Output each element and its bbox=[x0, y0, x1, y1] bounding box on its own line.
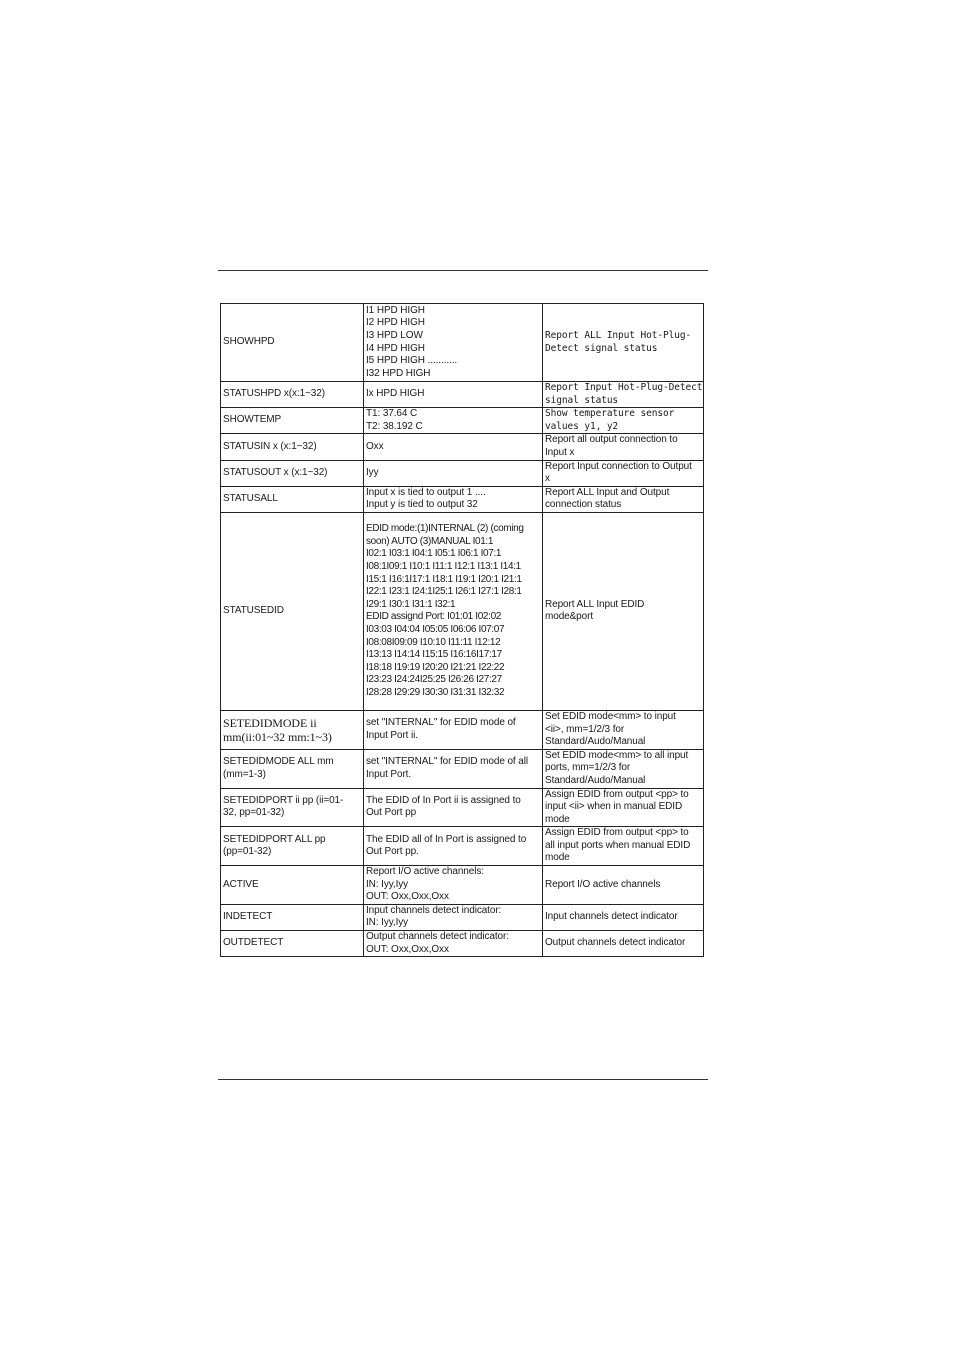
response-cell: Input x is tied to output 1 .... Input y is tied to output 32 bbox=[364, 486, 543, 512]
table-row bbox=[221, 408, 704, 434]
description-cell: Report ALL Input Hot-Plug- Detect signal status bbox=[543, 304, 704, 382]
table-row bbox=[221, 866, 704, 905]
table-row bbox=[221, 904, 704, 930]
response-cell: Oxx bbox=[364, 434, 543, 460]
table-row bbox=[221, 434, 704, 460]
command-cell: OUTDETECT bbox=[221, 931, 364, 957]
table-row bbox=[221, 931, 704, 957]
header-rule bbox=[218, 270, 708, 271]
response-cell: Report I/O active channels: IN: Iyy,Iyy OUT: Oxx,Oxx,Oxx bbox=[364, 866, 543, 905]
command-cell: SHOWTEMP bbox=[221, 408, 364, 434]
description-cell: Report all output connection to Input x bbox=[543, 434, 704, 460]
command-cell: STATUSHPD x(x:1~32) bbox=[221, 382, 364, 408]
response-cell: Output channels detect indicator: OUT: Oxx,Oxx,Oxx bbox=[364, 931, 543, 957]
command-cell: STATUSOUT x (x:1~32) bbox=[221, 460, 364, 486]
table-row bbox=[221, 304, 704, 382]
table-row bbox=[221, 512, 704, 710]
command-cell: INDETECT bbox=[221, 904, 364, 930]
description-cell: Report ALL Input EDID mode&port bbox=[543, 512, 704, 710]
response-cell: EDID mode:(1)INTERNAL (2) (coming soon) AUTO (3)MANUAL I01:1 I02:1 I03:1 I04:1 I05:1 I06:1 I07:1 I08:1I09:1 I10:1 I11:1 I12:1 I13:1 I14:1 I15:1 I16:1I17:1 I18:1 I19:1 I20:1 I21:1 I22:1 I23:1 I24:1I25:1 I26:1 I27:1 I28:1 I29:1 I30:1 I31:1 I32:1 EDID assignd Port: I01:01 I02:02 I03:03 I04:04 I05:05 I06:06 I07:07 I08:08I09:09 I10:10 I11:11 I12:12 I13:13 I14:14 I15:15 I16:16I17:17 I18:18 I19:19 I20:20 I21:21 I22:22 I23:23 I24:24I25:25 I26:26 I27:27 I28:28 I29:29 I30:30 I31:31 I32:32 bbox=[364, 512, 543, 710]
description-cell: Report I/O active channels bbox=[543, 866, 704, 905]
command-cell: SETEDIDPORT ALL pp (pp=01-32) bbox=[221, 827, 364, 866]
description-cell: Set EDID mode<mm> to input <ii>, mm=1/2/3 for Standard/Audo/Manual bbox=[543, 710, 704, 749]
command-cell: SETEDIDMODE ii mm(ii:01~32 mm:1~3) bbox=[221, 710, 364, 749]
command-cell: STATUSIN x (x:1~32) bbox=[221, 434, 364, 460]
description-cell: Report Input Hot-Plug-Detect signal status bbox=[543, 382, 704, 408]
description-cell: Report Input connection to Output x bbox=[543, 460, 704, 486]
command-cell: SHOWHPD bbox=[221, 304, 364, 382]
table-row bbox=[221, 749, 704, 788]
description-cell: Assign EDID from output <pp> to all input ports when manual EDID mode bbox=[543, 827, 704, 866]
description-cell: Assign EDID from output <pp> to input <ii> when in manual EDID mode bbox=[543, 788, 704, 827]
table-row bbox=[221, 382, 704, 408]
command-cell: SETEDIDMODE ALL mm (mm=1-3) bbox=[221, 749, 364, 788]
description-cell: Report ALL Input and Output connection status bbox=[543, 486, 704, 512]
description-cell: Input channels detect indicator bbox=[543, 904, 704, 930]
description-cell: Show temperature sensor values y1, y2 bbox=[543, 408, 704, 434]
table-row bbox=[221, 460, 704, 486]
table-row bbox=[221, 788, 704, 827]
response-cell: set "INTERNAL" for EDID mode of Input Port ii. bbox=[364, 710, 543, 749]
response-cell: Input channels detect indicator: IN: Iyy,Iyy bbox=[364, 904, 543, 930]
response-cell: I1 HPD HIGH I2 HPD HIGH I3 HPD LOW I4 HPD HIGH I5 HPD HIGH ........... I32 HPD HIGH bbox=[364, 304, 543, 382]
command-cell: ACTIVE bbox=[221, 866, 364, 905]
command-table bbox=[220, 303, 704, 957]
response-cell: The EDID all of In Port is assigned to Out Port pp. bbox=[364, 827, 543, 866]
footer-rule bbox=[218, 1079, 708, 1080]
response-cell: Iyy bbox=[364, 460, 543, 486]
command-cell: STATUSALL bbox=[221, 486, 364, 512]
description-cell: Set EDID mode<mm> to all input ports, mm=1/2/3 for Standard/Audo/Manual bbox=[543, 749, 704, 788]
response-cell: The EDID of In Port ii is assigned to Out Port pp bbox=[364, 788, 543, 827]
response-cell: T1: 37.64 C T2: 38.192 C bbox=[364, 408, 543, 434]
command-cell: STATUSEDID bbox=[221, 512, 364, 710]
description-cell: Output channels detect indicator bbox=[543, 931, 704, 957]
table-row bbox=[221, 710, 704, 749]
command-cell: SETEDIDPORT ii pp (ii=01- 32, pp=01-32) bbox=[221, 788, 364, 827]
response-cell: set "INTERNAL" for EDID mode of all Input Port. bbox=[364, 749, 543, 788]
table-row bbox=[221, 827, 704, 866]
table-row bbox=[221, 486, 704, 512]
response-cell: Ix HPD HIGH bbox=[364, 382, 543, 408]
